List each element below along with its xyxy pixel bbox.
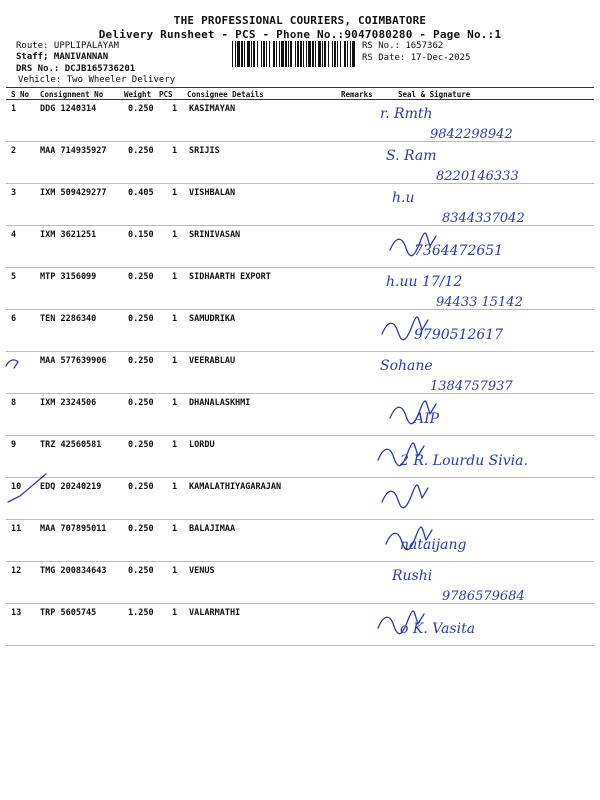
col-header-sno: S No xyxy=(11,90,30,99)
pcs-value: 1 xyxy=(172,524,178,534)
drs-number: DRS No.: DCJB165736201 xyxy=(16,64,136,74)
handwritten-signature xyxy=(360,606,600,650)
signature-text: 2 R. Lourdu Sivia. xyxy=(400,453,528,469)
company-title: THE PROFESSIONAL COURIERS, COIMBATORE xyxy=(173,14,427,27)
signature-text: 8220146333 xyxy=(436,169,519,184)
handwritten-signature xyxy=(360,396,600,440)
consignment-number: TMG 200834643 xyxy=(40,566,107,576)
consignee-name: BALAJIMAA xyxy=(189,524,236,534)
handwritten-signature xyxy=(360,438,600,482)
signature-text: nataijang xyxy=(400,537,467,553)
col-header-remarks: Remarks xyxy=(341,90,373,99)
signature-text: Sohane xyxy=(380,358,433,374)
rs-number: RS No.: 1657362 xyxy=(362,41,444,51)
weight-value: 0.250 xyxy=(128,314,154,324)
row-serial: 10 xyxy=(11,482,22,492)
row-serial: 12 xyxy=(11,566,22,576)
consignment-number: TRZ 42560581 xyxy=(40,440,102,450)
consignment-number: MTP 3156099 xyxy=(40,272,97,282)
row-serial: 8 xyxy=(11,398,17,408)
vehicle-label: Vehicle: Two Wheeler Delivery xyxy=(18,75,176,85)
consignee-name: KAMALATHIYAGARAJAN xyxy=(189,482,282,492)
pcs-value: 1 xyxy=(172,104,178,114)
weight-value: 0.250 xyxy=(128,398,154,408)
consignment-number: IXM 2324506 xyxy=(40,398,97,408)
handwritten-signature xyxy=(360,522,600,566)
consignment-number: MAA 714935927 xyxy=(40,146,107,156)
weight-value: 0.250 xyxy=(128,104,154,114)
signature-scribble xyxy=(382,485,428,508)
weight-value: 0.250 xyxy=(128,482,154,492)
barcode xyxy=(232,41,356,67)
consignee-name: SIDHAARTH EXPORT xyxy=(189,272,271,282)
pcs-value: 1 xyxy=(172,146,178,156)
staff-label: Staff; MANIVANNAN xyxy=(16,52,109,62)
pcs-value: 1 xyxy=(172,566,178,576)
handwritten-signature xyxy=(360,102,600,146)
row-serial: 3 xyxy=(11,188,17,198)
row-serial: 4 xyxy=(11,230,17,240)
signature-text: h.uu 17/12 xyxy=(386,274,463,290)
weight-value: 0.250 xyxy=(128,566,154,576)
col-header-seal: Seal & Signature xyxy=(398,90,471,99)
weight-value: 0.250 xyxy=(128,356,154,366)
consignment-number: IXM 3621251 xyxy=(40,230,97,240)
weight-value: 0.250 xyxy=(128,440,154,450)
weight-value: 0.150 xyxy=(128,230,154,240)
pcs-value: 1 xyxy=(172,356,178,366)
row-serial: 2 xyxy=(11,146,17,156)
consignee-name: VEERABLAU xyxy=(189,356,236,366)
consignment-number: IXM 509429277 xyxy=(40,188,107,198)
consignee-name: VENUS xyxy=(189,566,215,576)
handwritten-signature xyxy=(360,144,600,188)
consignment-number: EDQ 20240219 xyxy=(40,482,102,492)
pcs-value: 1 xyxy=(172,440,178,450)
signature-text: 9790512617 xyxy=(414,327,504,343)
weight-value: 0.250 xyxy=(128,524,154,534)
signature-text: S. Ram xyxy=(386,148,437,164)
col-header-consignment: Consignment No xyxy=(40,90,104,99)
signature-text: AIP xyxy=(414,411,440,427)
col-header-weight: Weight xyxy=(124,90,152,99)
weight-value: 1.250 xyxy=(128,608,154,618)
handwritten-signature xyxy=(360,480,600,524)
row-serial: 1 xyxy=(11,104,17,114)
check-mark-icon xyxy=(0,472,60,516)
signature-text: 1384757937 xyxy=(430,379,513,394)
table-top-rule xyxy=(6,87,594,88)
weight-value: 0.250 xyxy=(128,272,154,282)
signature-text: 94433 15142 xyxy=(436,295,523,310)
consignment-number: MAA 577639906 xyxy=(40,356,107,366)
signature-text: Rushi xyxy=(392,568,433,584)
consignee-name: SRINIVASAN xyxy=(189,230,241,240)
signature-text: o K. Vasita xyxy=(400,621,476,637)
pcs-value: 1 xyxy=(172,482,178,492)
pcs-value: 1 xyxy=(172,398,178,408)
row-serial: 13 xyxy=(11,608,22,618)
check-mark-icon xyxy=(0,346,60,390)
handwritten-signature xyxy=(360,186,600,230)
pcs-value: 1 xyxy=(172,272,178,282)
consignment-number: DDG 1240314 xyxy=(40,104,97,114)
handwritten-signature xyxy=(360,564,600,608)
col-header-pcs: PCS xyxy=(159,90,173,99)
consignee-name: DHANALASKHMI xyxy=(189,398,251,408)
weight-value: 0.405 xyxy=(128,188,154,198)
signature-text: 9786579684 xyxy=(442,589,525,604)
weight-value: 0.250 xyxy=(128,146,154,156)
handwritten-signature xyxy=(360,354,600,398)
signature-text: h.u xyxy=(392,190,415,206)
signature-text: 7364472651 xyxy=(414,243,504,259)
pcs-value: 1 xyxy=(172,608,178,618)
consignment-number: TEN 2286340 xyxy=(40,314,97,324)
consignee-name: KASIMAYAN xyxy=(189,104,236,114)
consignee-name: SAMUDRIKA xyxy=(189,314,236,324)
runsheet-subtitle: Delivery Runsheet - PCS - Phone No.:9047080280 - Page No.:1 xyxy=(98,28,502,41)
row-serial: 6 xyxy=(11,314,17,324)
handwritten-signature xyxy=(360,228,600,272)
signature-text: 9842298942 xyxy=(430,127,513,142)
row-serial: 5 xyxy=(11,272,17,282)
rs-date: RS Date: 17-Dec-2025 xyxy=(362,53,471,63)
pcs-value: 1 xyxy=(172,230,178,240)
consignment-number: MAA 707895011 xyxy=(40,524,107,534)
route-label: Route: UPPLIPALAYAM xyxy=(16,41,119,51)
signature-text: r. Rmth xyxy=(380,106,433,122)
handwritten-signature xyxy=(360,312,600,356)
row-serial: 9 xyxy=(11,440,17,450)
consignee-name: VISHBALAN xyxy=(189,188,236,198)
table-header-rule xyxy=(6,99,594,100)
consignee-name: VALARMATHI xyxy=(189,608,241,618)
col-header-consignee: Consignee Details xyxy=(187,90,264,99)
signature-text: 8344337042 xyxy=(442,211,525,226)
row-serial: 11 xyxy=(11,524,22,534)
consignee-name: LORDU xyxy=(189,440,215,450)
consignee-name: SRIJIS xyxy=(189,146,220,156)
pcs-value: 1 xyxy=(172,314,178,324)
handwritten-signature xyxy=(360,270,600,314)
consignment-number: TRP 5605745 xyxy=(40,608,97,618)
pcs-value: 1 xyxy=(172,188,178,198)
